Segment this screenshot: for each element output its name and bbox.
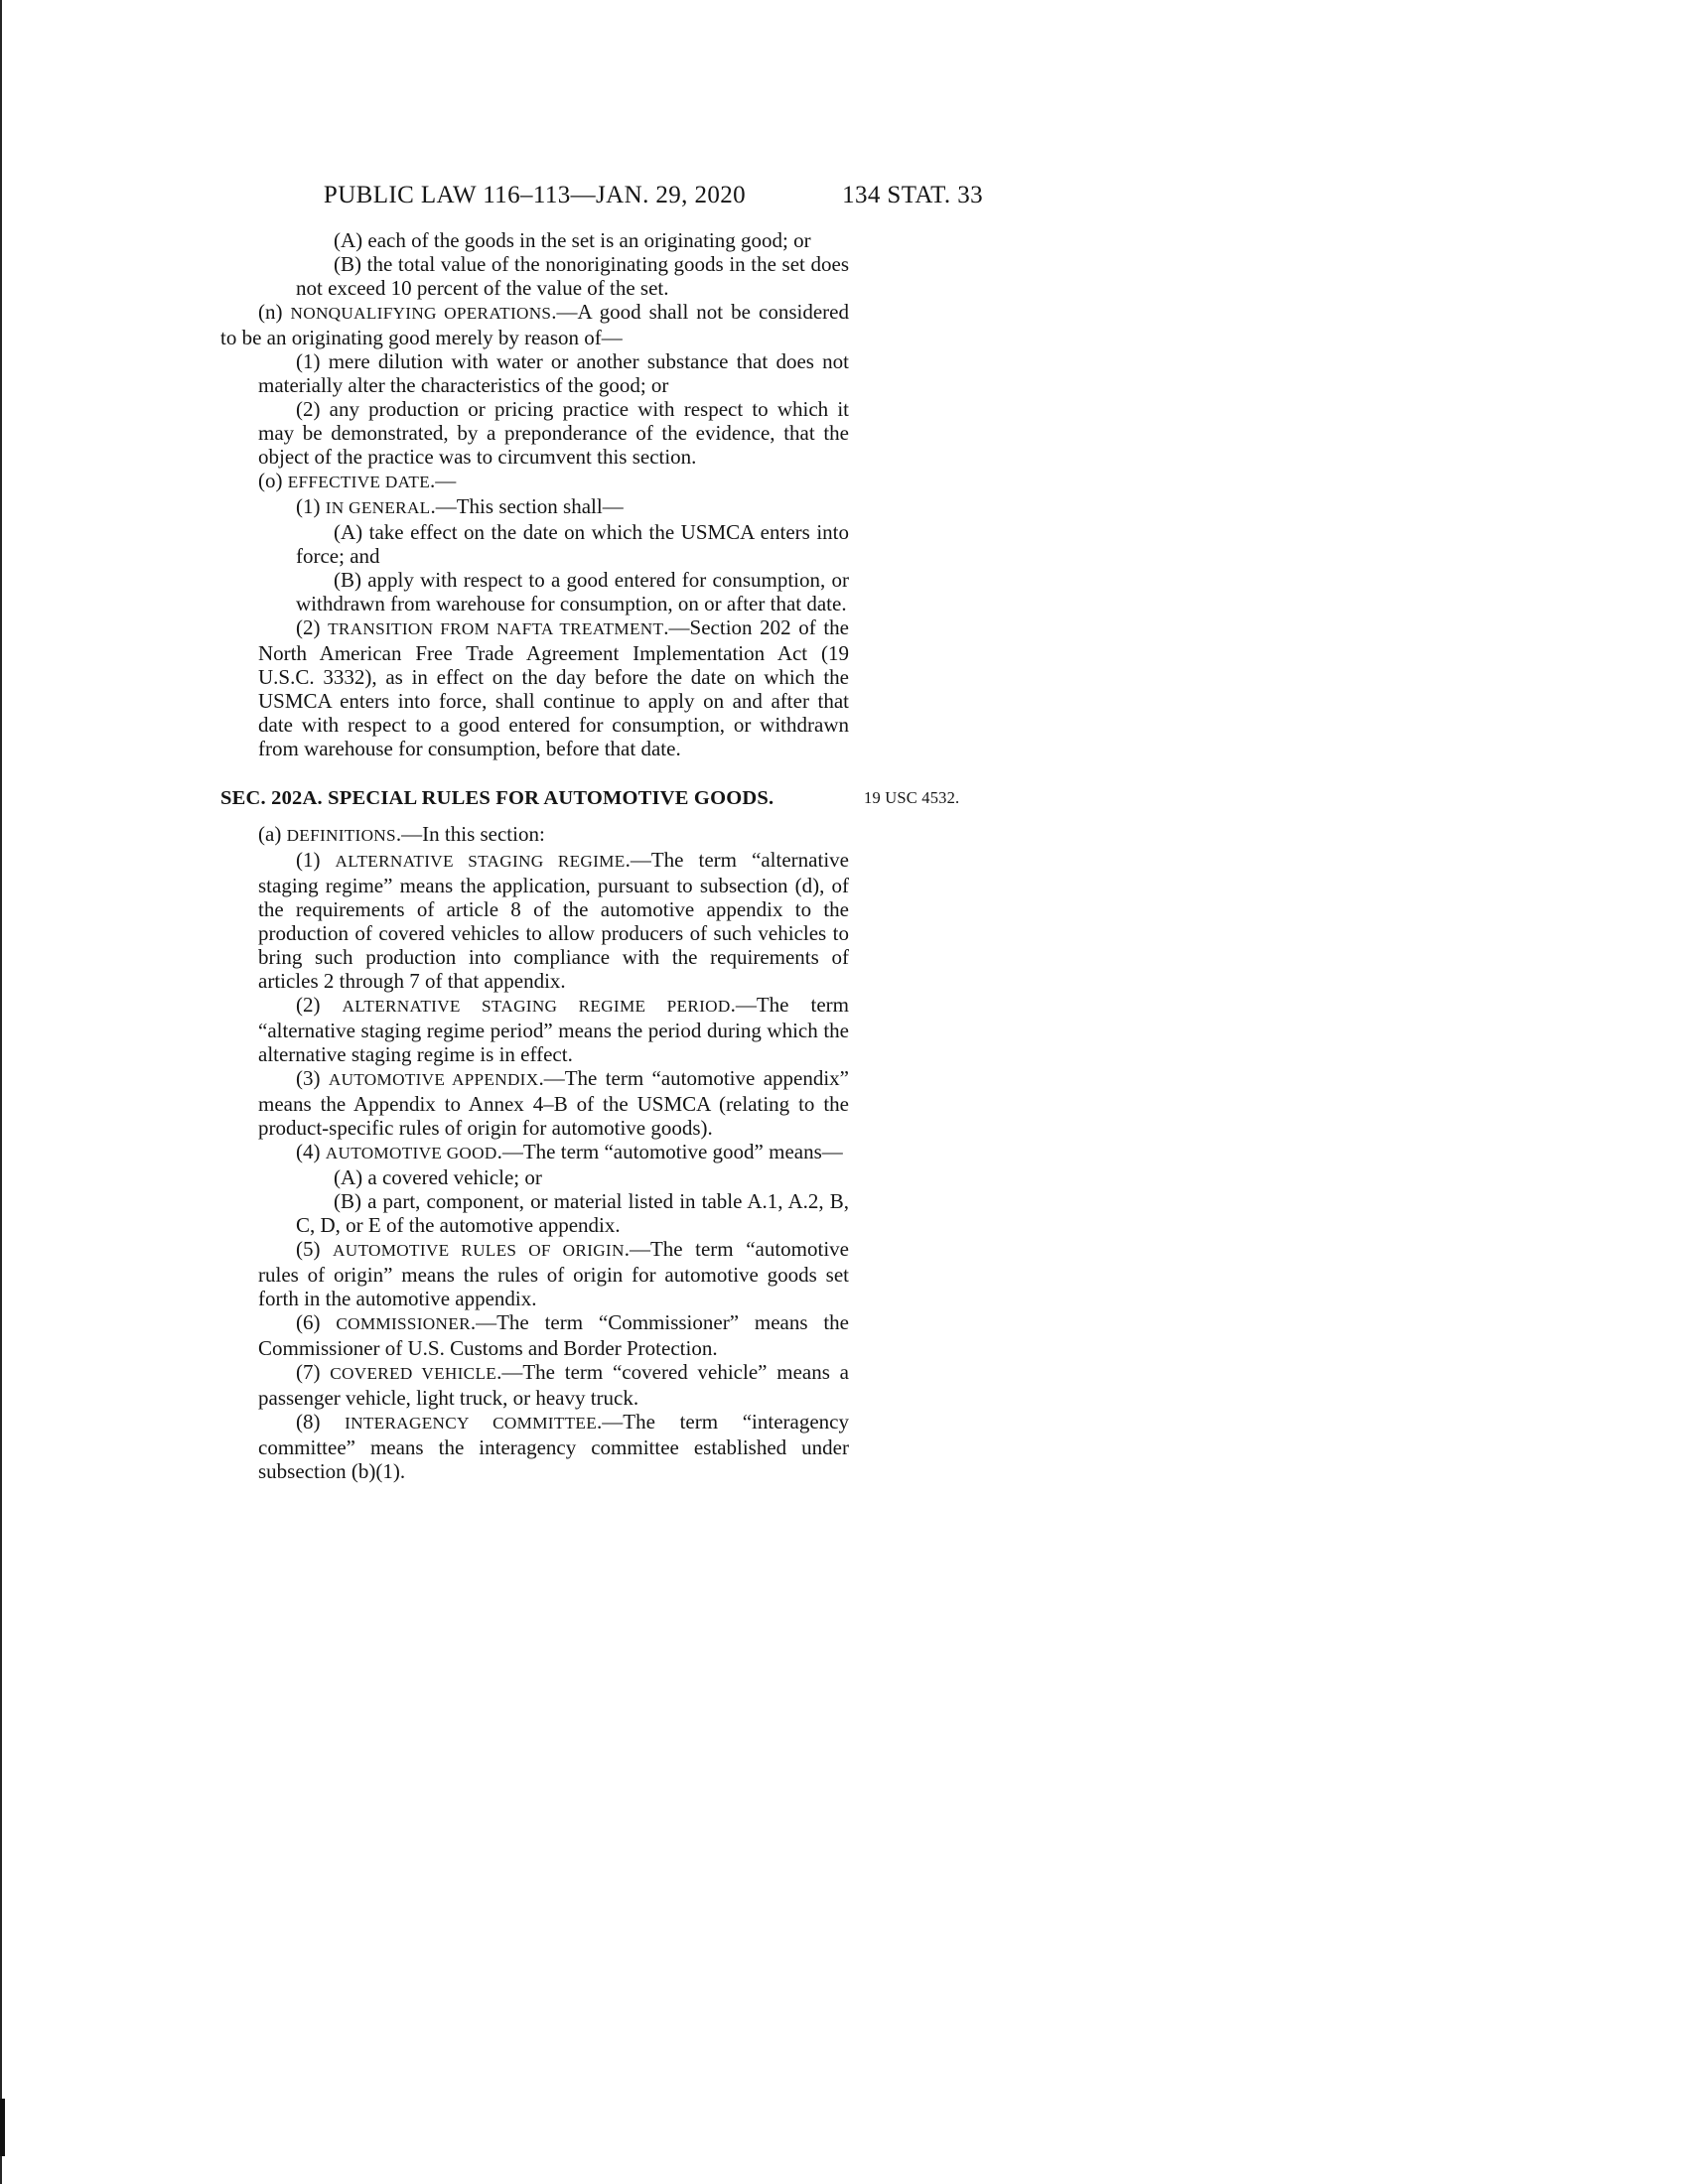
paragraph-text: .—The term “automotive good” means—: [496, 1140, 843, 1163]
section-heading-text: SEC. 202A. SPECIAL RULES FOR AUTOMOTIVE GOODS.: [220, 787, 774, 809]
running-head-law-title: PUBLIC LAW 116–113—JAN. 29, 2020: [323, 182, 747, 208]
defined-term: AUTOMOTIVE GOOD: [325, 1144, 497, 1162]
defined-term: DEFINITIONS: [286, 826, 396, 845]
statute-paragraph: [220, 822, 849, 848]
section-heading: [220, 786, 960, 810]
page-header: [220, 182, 983, 213]
paragraph-text: .—The term “covered vehicle” means a passenger vehicle, light truck, or heavy truck.: [258, 1360, 849, 1410]
paragraph-text: (a): [258, 822, 287, 846]
running-head-stat-number: 134 STAT. 33: [842, 182, 983, 208]
defined-term: ALTERNATIVE STAGING REGIME: [335, 852, 626, 871]
paragraph-text: (A) take effect on the date on which the USMCA enters into force; and: [296, 520, 849, 568]
statute-paragraph: [296, 520, 849, 568]
defined-term: COVERED VEHICLE: [330, 1364, 497, 1383]
statute-paragraph: [258, 1310, 849, 1360]
statute-paragraph: [220, 300, 849, 349]
paragraph-text: (6): [296, 1310, 337, 1334]
defined-term: AUTOMOTIVE RULES OF ORIGIN: [333, 1241, 625, 1260]
paragraph-text: (A) each of the goods in the set is an originating good; or: [334, 228, 811, 252]
statute-body: [220, 228, 960, 1483]
paragraph-text: (5): [296, 1237, 334, 1261]
statute-paragraph: [258, 397, 849, 469]
paragraph-text: .—The term “interagency committee” means the interagency committee established under subsection (b)(1).: [258, 1410, 849, 1483]
paragraph-text: (2): [296, 993, 343, 1017]
statute-paragraph: [296, 252, 849, 300]
paragraph-text: .—: [430, 469, 457, 492]
statute-paragraph: [258, 993, 849, 1066]
statute-paragraph: [258, 848, 849, 993]
paragraph-text: .—In this section:: [395, 822, 545, 846]
paragraph-text: .—This section shall—: [430, 494, 624, 518]
paragraph-text: .—The term “automotive appendix” means the Appendix to Annex 4–B of the USMCA (relating to the product-specific rules of origin for automotive goods).: [258, 1066, 849, 1140]
statute-paragraph: [258, 349, 849, 397]
defined-term: NONQUALIFYING OPERATIONS: [290, 304, 552, 323]
paragraph-text: (n): [258, 300, 291, 324]
paragraph-text: (A) a covered vehicle; or: [334, 1165, 542, 1189]
paragraph-text: .—The term “automotive rules of origin” means the rules of origin for automotive goods set forth in the automotive appendix.: [258, 1237, 849, 1310]
paragraph-text: (7): [296, 1360, 331, 1384]
statute-paragraph: [258, 494, 849, 520]
paragraph-text: (o): [258, 469, 288, 492]
paragraph-text: (2): [296, 615, 329, 639]
scan-mark-artifact: [0, 2099, 5, 2156]
paragraph-text: (2) any production or pricing practice with respect to which it may be demonstrated, by a preponderance of the evidence, that the object of the practice was to circumvent this section.: [258, 397, 849, 469]
statute-paragraph: [258, 1237, 849, 1310]
paragraph-text: (1): [296, 494, 326, 518]
paragraph-text: (B) the total value of the nonoriginating goods in the set does not exceed 10 percent of the value of the set.: [296, 252, 849, 300]
statute-paragraph: [258, 1066, 849, 1140]
defined-term: IN GENERAL: [325, 498, 431, 517]
defined-term: COMMISSIONER: [336, 1314, 471, 1333]
statute-paragraph: [258, 1140, 849, 1165]
paragraph-text: .—Section 202 of the North American Free Trade Agreement Implementation Act (19 U.S.C. 3332), as in effect on the day before the date on which the USMCA enters into force, shall continue to apply on and after that date with respect to a good entered for consumption, or withdrawn from warehouse for consumption, before that date.: [258, 615, 849, 760]
paragraph-text: (B) a part, component, or material listed in table A.1, A.2, B, C, D, or E of the automotive appendix.: [296, 1189, 849, 1237]
usc-margin-note: 19 USC 4532.: [864, 788, 960, 807]
defined-term: TRANSITION FROM NAFTA TREATMENT: [328, 619, 664, 638]
paragraph-text: .—The term “alternative staging regime” means the application, pursuant to subsection (d), of the requirements of article 8 of the automotive appendix to the production of covered vehicles to allow producers of such vehicles to bring such production into compliance with the requirements of articles 2 through 7 of that appendix.: [258, 848, 849, 993]
paragraph-text: (4): [296, 1140, 326, 1163]
defined-term: INTERAGENCY COMMITTEE: [345, 1414, 598, 1433]
paragraph-text: .—A good shall not be considered to be an originating good merely by reason of—: [220, 300, 849, 349]
statute-paragraph: [296, 1189, 849, 1237]
defined-term: ALTERNATIVE STAGING REGIME PERIOD: [342, 997, 731, 1016]
paragraph-text: .—The term “alternative staging regime period” means the period during which the alternative staging regime is in effect.: [258, 993, 849, 1066]
statute-paragraph: [220, 469, 849, 494]
defined-term: AUTOMOTIVE APPENDIX: [328, 1070, 539, 1089]
statute-paragraph: [258, 1410, 849, 1483]
paragraph-text: (1) mere dilution with water or another substance that does not materially alter the characteristics of the good; or: [258, 349, 849, 397]
paragraph-text: (8): [296, 1410, 346, 1433]
statute-paragraph: [296, 228, 849, 252]
paragraph-text: (1): [296, 848, 336, 872]
statute-paragraph: [258, 615, 849, 760]
statute-paragraph: [296, 1165, 849, 1189]
paragraph-text: (B) apply with respect to a good entered for consumption, or withdrawn from warehouse for consumption, on or after that date.: [296, 568, 849, 615]
defined-term: EFFECTIVE DATE: [287, 473, 431, 491]
statute-paragraph: [258, 1360, 849, 1410]
statute-paragraph: [296, 568, 849, 615]
paragraph-text: .—The term “Commissioner” means the Commissioner of U.S. Customs and Border Protection.: [258, 1310, 849, 1360]
paragraph-text: (3): [296, 1066, 329, 1090]
scan-edge-artifact: [0, 0, 2, 2184]
